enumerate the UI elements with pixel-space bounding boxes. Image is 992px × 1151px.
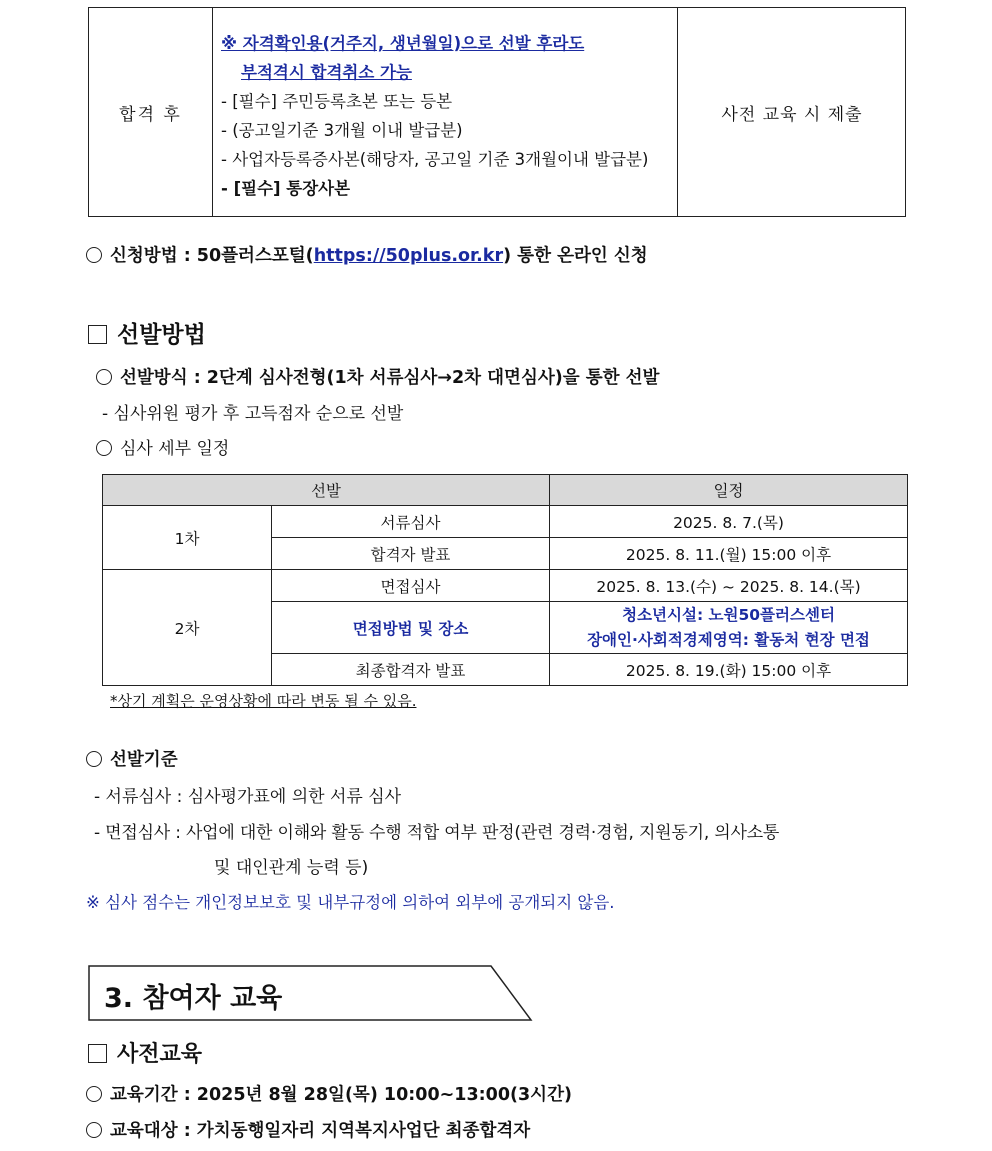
schedule-heading <box>96 434 229 459</box>
selection-heading <box>88 316 206 349</box>
header-schedule: 일정 <box>550 475 908 506</box>
table-row-item: 서류심사 <box>272 506 550 538</box>
square-bullet-icon <box>88 325 107 344</box>
education-period <box>86 1081 572 1106</box>
table-row-item: 최종합격자 발표 <box>272 654 550 686</box>
privacy-note: ※ 심사 점수는 개인정보보호 및 내부규정에 의하여 외부에 공개되지 않음. <box>86 893 615 912</box>
apply-method <box>86 242 648 267</box>
notice-line-2: 부적격시 합격취소 가능 <box>241 63 412 82</box>
criteria-document: - 서류심사 : 심사평가표에 의한 서류 심사 <box>94 787 402 807</box>
square-bullet-icon <box>88 1044 107 1063</box>
criteria-heading <box>86 746 178 771</box>
selection-heading-text: 선발방법 <box>117 322 206 348</box>
table-row-date: 2025. 8. 13.(수) ~ 2025. 8. 14.(목) <box>550 570 908 602</box>
doc-line-3: - 사업자등록증사본(해당자, 공고일 기준 3개월이내 발급분) <box>221 150 649 169</box>
circle-bullet-icon <box>86 1122 102 1138</box>
circle-bullet-icon <box>86 751 102 767</box>
table-row-date: 2025. 8. 11.(월) 15:00 이후 <box>550 538 908 570</box>
doc-line-4: - [필수] 통장사본 <box>221 179 351 198</box>
circle-bullet-icon <box>96 440 112 456</box>
portal-link[interactable]: https://50plus.or.kr <box>313 246 504 266</box>
criteria-interview-cont: 및 대인관계 능력 등) <box>214 858 369 878</box>
documents-list <box>213 8 678 216</box>
table-row-item: 면접심사 <box>272 570 550 602</box>
doc-line-1: - [필수] 주민등록초본 또는 등본 <box>221 92 453 111</box>
circle-bullet-icon <box>96 369 112 385</box>
education-target-text: 교육대상 : 가치동행일자리 지역복지사업단 최종합격자 <box>110 1121 531 1141</box>
section-3-title: 3. 참여자 교육 <box>104 983 283 1014</box>
pre-education-heading-text: 사전교육 <box>117 1042 203 1067</box>
notice-line-1: ※ 자격확인용(거주지, 생년월일)으로 선발 후라도 <box>221 34 585 53</box>
schedule-footnote: *상기 계획은 운영상황에 따라 변동 될 수 있음. <box>110 692 417 710</box>
criteria-heading-text: 선발기준 <box>110 750 178 770</box>
interview-location <box>550 602 908 654</box>
selection-method-text: 선발방식 : 2단계 심사전형(1차 서류심사→2차 대면심사)을 통한 선발 <box>120 368 660 388</box>
after-pass-label: 합격 후 <box>89 8 213 216</box>
location-line-2: 장애인·사회적경제영역: 활동처 현장 면접 <box>587 630 870 649</box>
table-row-date: 2025. 8. 7.(목) <box>550 506 908 538</box>
circle-bullet-icon <box>86 247 102 263</box>
schedule-heading-text: 심사 세부 일정 <box>120 439 230 459</box>
apply-prefix: 신청방법 : 50플러스포털( <box>110 246 314 266</box>
table-row-item: 합격자 발표 <box>272 538 550 570</box>
table-row-item: 면접방법 및 장소 <box>272 602 550 654</box>
doc-line-2: - (공고일기준 3개월 이내 발급분) <box>221 121 463 140</box>
requirements-table <box>88 7 906 217</box>
schedule-table <box>102 474 908 686</box>
circle-bullet-icon <box>86 1086 102 1102</box>
section-3-banner <box>88 965 533 1021</box>
header-selection: 선발 <box>103 475 550 506</box>
selection-method <box>96 364 659 389</box>
selection-method-sub: - 심사위원 평가 후 고득점자 순으로 선발 <box>102 404 404 424</box>
education-target <box>86 1117 530 1142</box>
location-line-1: 청소년시설: 노원50플러스센터 <box>622 605 835 624</box>
round-2: 2차 <box>103 570 272 686</box>
apply-suffix: ) 통한 온라인 신청 <box>503 246 648 266</box>
table-row-date: 2025. 8. 19.(화) 15:00 이후 <box>550 654 908 686</box>
pre-education-heading <box>88 1037 202 1068</box>
education-period-text: 교육기간 : 2025년 8월 28일(목) 10:00~13:00(3시간) <box>110 1085 572 1105</box>
round-1: 1차 <box>103 506 272 570</box>
criteria-interview: - 면접심사 : 사업에 대한 이해와 활동 수행 적합 여부 판정(관련 경력·경험, 지원동기, 의사소통 <box>94 823 780 843</box>
submit-note: 사전 교육 시 제출 <box>721 104 863 125</box>
